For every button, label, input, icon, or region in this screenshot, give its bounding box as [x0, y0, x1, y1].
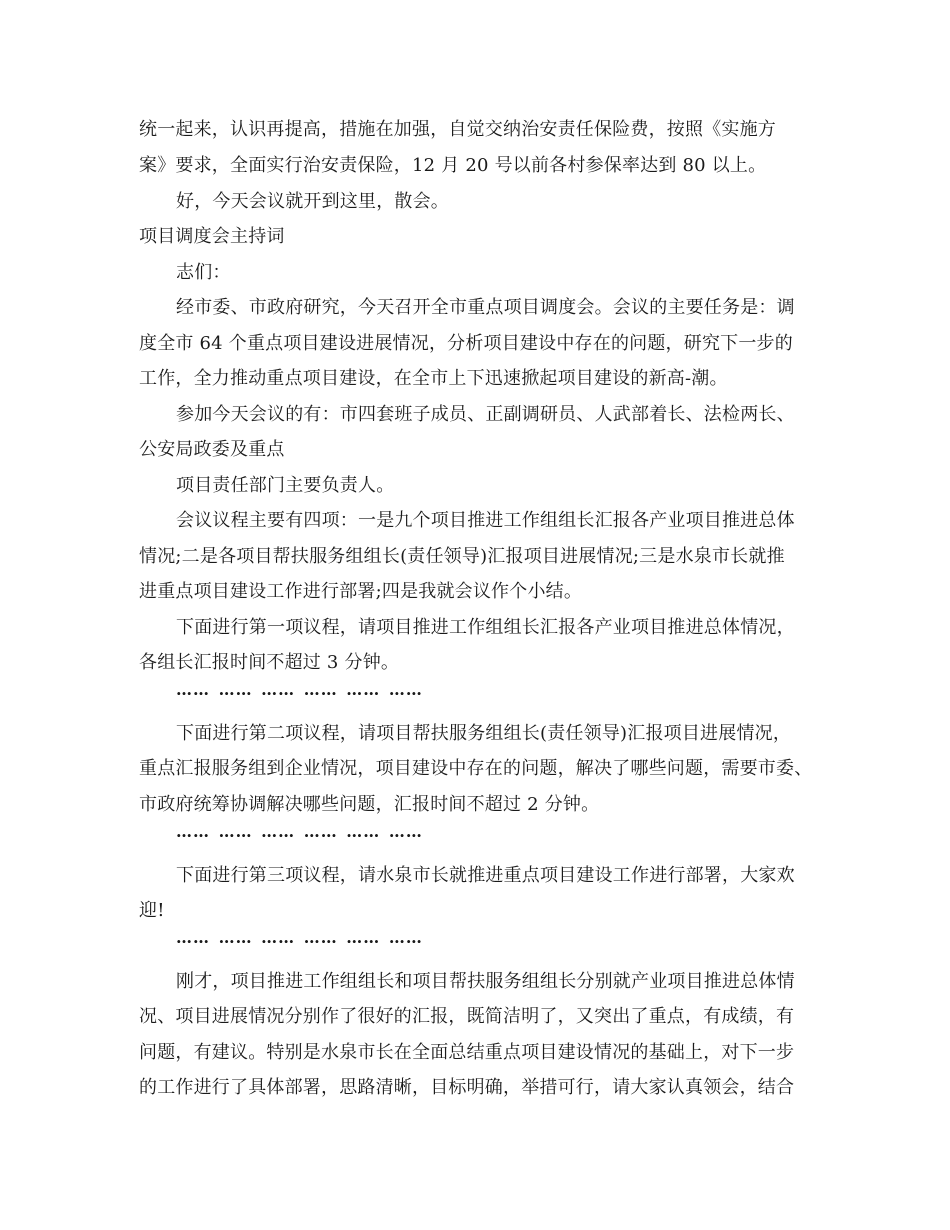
paragraph-line: 好，今天会议就开到这里，散会。 [176, 191, 449, 212]
paragraph-line: 情况;二是各项目帮扶服务组组长(责任领导)汇报项目进展情况;三是水泉市长就推 [139, 546, 785, 567]
paragraph-line: 会议议程主要有四项：一是九个项目推进工作组组长汇报各产业项目推进总体 [176, 510, 795, 531]
section-heading: 项目调度会主持词 [139, 226, 285, 247]
paragraph-line: 参加今天会议的有：市四套班子成员、正副调研员、人武部着长、法检两长、 [176, 404, 795, 425]
paragraph-line: 况、项目进展情况分别作了很好的汇报，既简洁明了，又突出了重点，有成绩，有 [139, 1006, 795, 1027]
paragraph-line: 经市委、市政府研究，今天召开全市重点项目调度会。会议的主要任务是：调 [176, 297, 795, 318]
paragraph-line: 下面进行第三项议程，请水泉市长就推进重点项目建设工作进行部署，大家欢 [176, 865, 795, 886]
salutation: 志们： [176, 262, 231, 283]
paragraph-line: 市政府统筹协调解决哪些问题，汇报时间不超过 2 分钟。 [139, 794, 600, 815]
paragraph-line: 统一起来，认识再提高，措施在加强，自觉交纳治安责任保险费，按照《实施方 [139, 119, 776, 140]
ellipsis-divider: …… …… …… …… …… …… [176, 928, 423, 947]
paragraph-line: 各组长汇报时间不超过 3 分钟。 [139, 652, 400, 673]
ellipsis-divider: …… …… …… …… …… …… [176, 680, 423, 699]
paragraph-line: 重点汇报服务组到企业情况，项目建设中存在的问题，解决了哪些问题，需要市委、 [139, 758, 813, 779]
paragraph-line: 工作，全力推动重点项目建设，在全市上下迅速掀起项目建设的新高-潮。 [139, 368, 728, 389]
paragraph-line: 迎! [139, 900, 165, 921]
paragraph-line: 问题，有建议。特别是水泉市长在全面总结重点项目建设情况的基础上，对下一步 [139, 1042, 795, 1063]
paragraph-line: 项目责任部门主要负责人。 [176, 475, 395, 496]
paragraph-line: 下面进行第一项议程，请项目推进工作组组长汇报各产业项目推进总体情况， [176, 617, 795, 638]
paragraph-line: 下面进行第二项议程，请项目帮扶服务组组长(责任领导)汇报项目进展情况， [176, 723, 792, 744]
paragraph-line: 公安局政委及重点 [139, 439, 285, 460]
paragraph-line: 刚才，项目推进工作组组长和项目帮扶服务组组长分别就产业项目推进总体情 [176, 971, 795, 992]
ellipsis-divider: …… …… …… …… …… …… [176, 822, 423, 841]
paragraph-line: 度全市 64 个重点项目建设进展情况，分析项目建设中存在的问题，研究下一步的 [139, 333, 793, 354]
paragraph-line: 案》要求，全面实行治安责保险，12 月 20 号以前各村参保率达到 80 以上。 [139, 155, 767, 176]
paragraph-line: 进重点项目建设工作进行部署;四是我就会议作个小结。 [139, 581, 583, 602]
paragraph-line: 的工作进行了具体部署，思路清晰，目标明确，举措可行，请大家认真领会，结合 [139, 1077, 795, 1098]
